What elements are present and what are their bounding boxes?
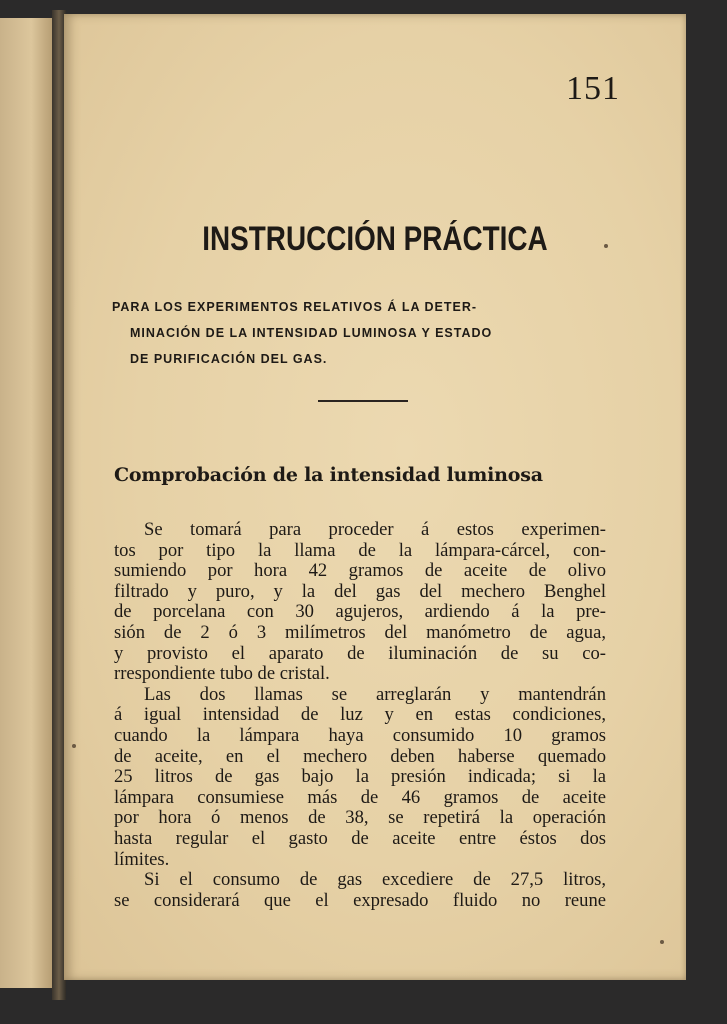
- text-line: sión de 2 ó 3 milímetros del manómetro de agua,: [114, 621, 606, 643]
- book-page: [64, 14, 686, 980]
- text-line: hasta regular el gasto de aceite entre éstos dos: [114, 827, 606, 849]
- subtitle-line: DE PURIFICACIÓN DEL GAS.: [130, 352, 328, 366]
- text-line: por hora ó menos de 38, se repetirá la operación: [114, 807, 606, 829]
- text-line: tos por tipo la llama de la lámpara-cárcel, con-: [114, 539, 606, 561]
- paper-speck: [604, 244, 608, 248]
- paper-speck: [660, 940, 664, 944]
- subtitle-line: PARA LOS EXPERIMENTOS RELATIVOS Á LA DETER-: [112, 300, 478, 314]
- text-line: de porcelana con 30 agujeros, ardiendo á la pre-: [114, 601, 606, 623]
- text-line: Las dos llamas se arreglarán y mantendrán: [144, 683, 606, 705]
- body-text: [114, 520, 606, 911]
- subtitle: [112, 294, 612, 372]
- text-line: límites.: [114, 848, 170, 870]
- text-line: filtrado y puro, y la del gas del mechero Benghel: [114, 580, 606, 602]
- section-heading: Comprobación de la intensidad luminosa: [114, 464, 543, 486]
- facing-page-edge: [0, 18, 54, 988]
- page-title: INSTRUCCIÓN PRÁCTICA: [202, 220, 548, 258]
- text-line: 25 litros de gas bajo la presión indicada; si la: [114, 766, 606, 788]
- page-number: 151: [566, 70, 620, 107]
- text-line: sumiendo por hora 42 gramos de aceite de olivo: [114, 560, 606, 582]
- text-line: de aceite, en el mechero deben haberse quemado: [114, 745, 606, 767]
- text-line: rrespondiente tubo de cristal.: [114, 663, 330, 685]
- text-line: lámpara consumiese más de 46 gramos de aceite: [114, 786, 606, 808]
- paper-speck: [72, 744, 76, 748]
- text-line: Se tomará para proceder á estos experimen-: [144, 519, 606, 540]
- subtitle-line: MINACIÓN DE LA INTENSIDAD LUMINOSA Y ESTADO: [130, 326, 493, 340]
- text-line: cuando la lámpara haya consumido 10 gramos: [114, 724, 606, 746]
- text-line: y provisto el aparato de iluminación de su co-: [114, 642, 606, 664]
- text-line: se considerará que el expresado fluido no reune: [114, 889, 606, 911]
- divider-rule: [318, 400, 408, 402]
- text-line: Si el consumo de gas excediere de 27,5 litros,: [144, 869, 606, 891]
- text-line: á igual intensidad de luz y en estas condiciones,: [114, 704, 606, 726]
